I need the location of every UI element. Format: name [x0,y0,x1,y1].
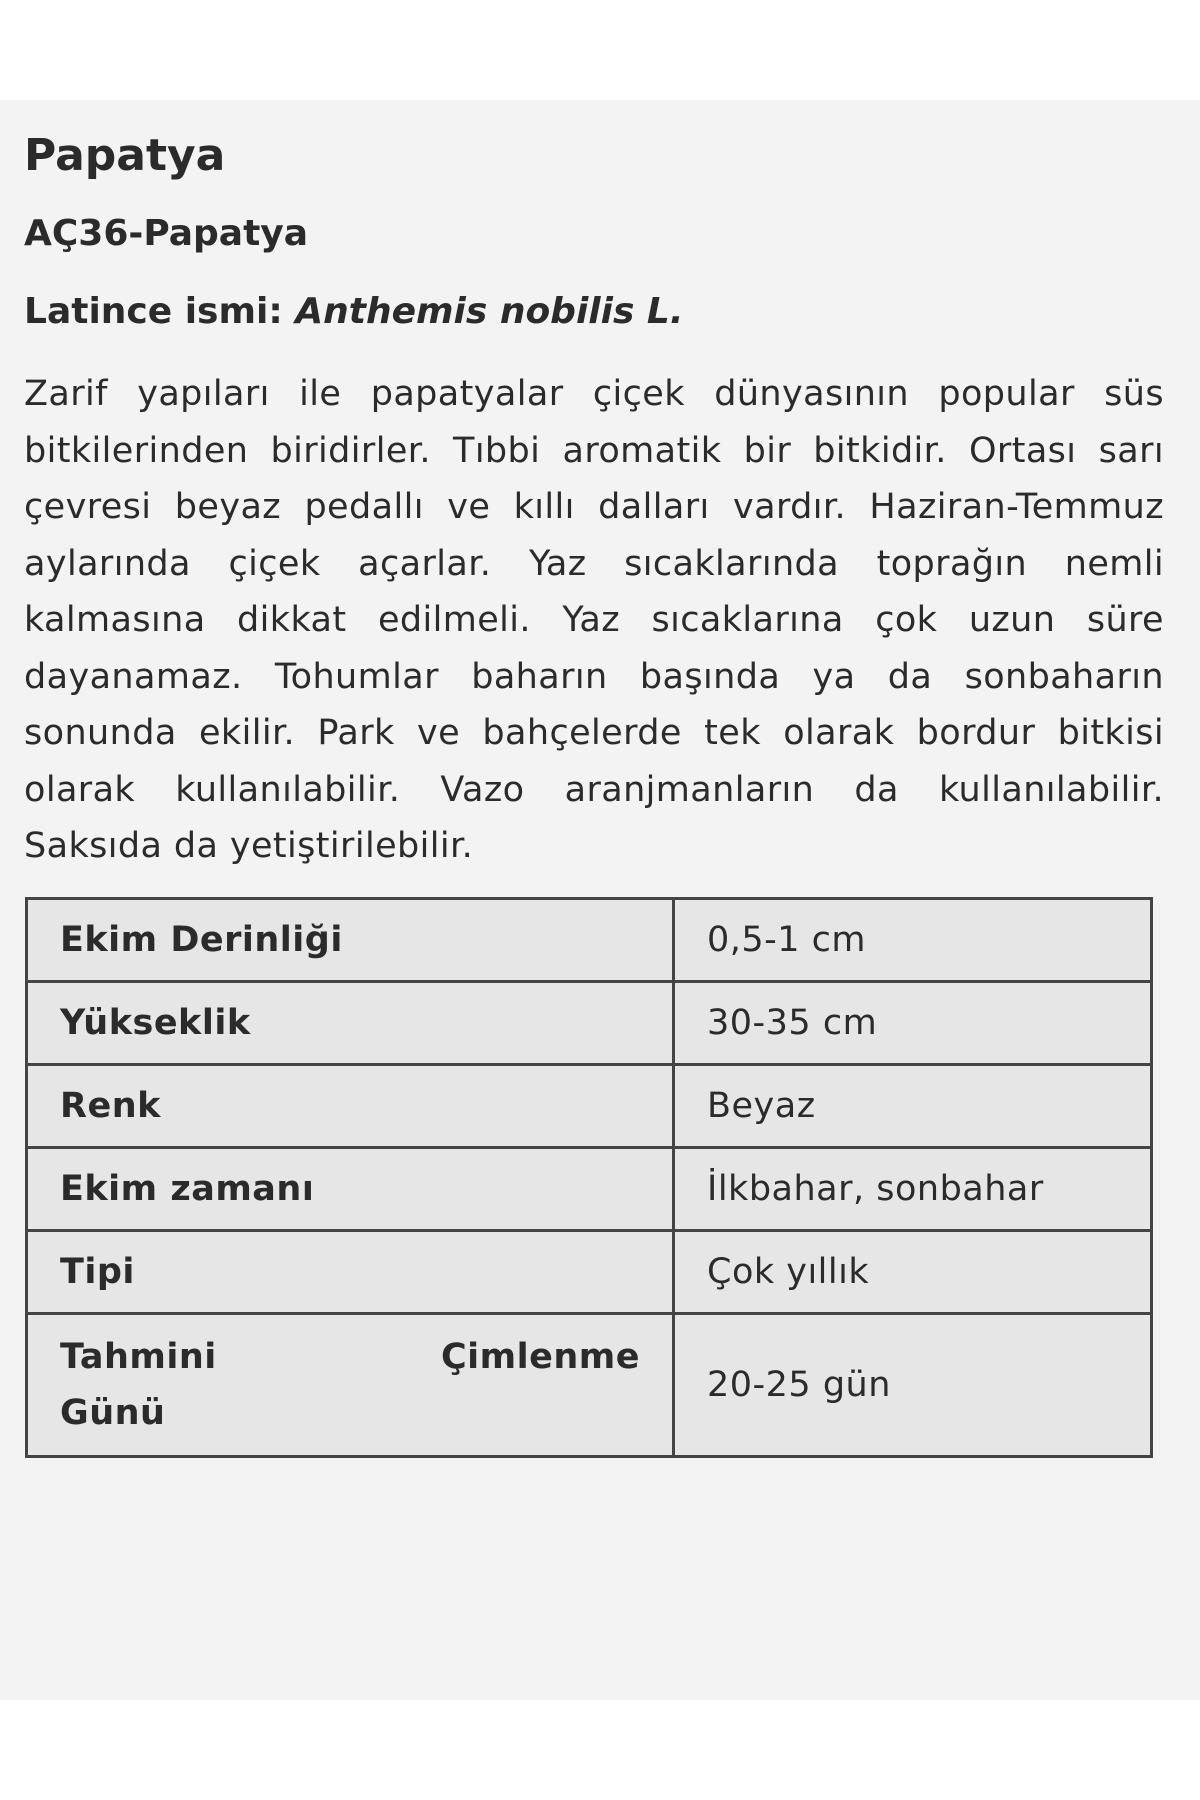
table-row [27,1147,1152,1230]
property-value: Beyaz [674,1064,1152,1147]
label-word: Çimlenme [440,1336,640,1377]
table-row [27,1064,1152,1147]
property-value: 30-35 cm [674,981,1152,1064]
product-code: AÇ36-Papatya [24,213,309,254]
property-label: Ekim zamanı [27,1147,674,1230]
property-label: Renk [27,1064,674,1147]
property-label: Ekim Derinliği [27,898,674,981]
table-row [27,1230,1152,1313]
property-value: Çok yıllık [674,1230,1152,1313]
property-value: 20-25 gün [674,1313,1152,1456]
property-value: 0,5-1 cm [674,898,1152,981]
latin-name-line [24,288,1164,336]
product-info-panel [0,100,1200,1700]
label-first-line [60,1329,640,1385]
latin-label: Latince ismi: [24,291,283,332]
product-description: Zarif yapıları ile papatyalar çiçek dünyasının popular süs bitkilerinden biridirler. Tıbbi aromatik bir bitkidir. Ortası sarı çevresi beyaz pedallı ve kıllı dalları vardır. Haziran-Temmuz aylarında çiçek açarlar. Yaz sıcaklarında toprağın nemli kalmasına dikkat edilmeli. Yaz sıcaklarına çok uzun süre dayanamaz. Tohumlar baharın başında ya da sonbaharın sonunda ekilir. Park ve bahçelerde tek olarak bordur bitkisi olarak kullanılabilir. Vazo aranjmanların da kullanılabilir. Saksıda da yetiştirilebilir. [24,374,1164,866]
property-label: Yükseklik [27,981,674,1064]
product-title: Papatya [24,130,226,181]
table-row [27,981,1152,1064]
property-label: Tipi [27,1230,674,1313]
table-row [27,898,1152,981]
label-word: Tahmini [60,1336,217,1377]
property-value: İlkbahar, sonbahar [674,1147,1152,1230]
property-label [27,1313,674,1456]
table-row [27,1313,1152,1456]
properties-table [25,897,1153,1458]
label-word: Günü [60,1392,166,1433]
latin-name: Anthemis nobilis L. [295,291,684,332]
